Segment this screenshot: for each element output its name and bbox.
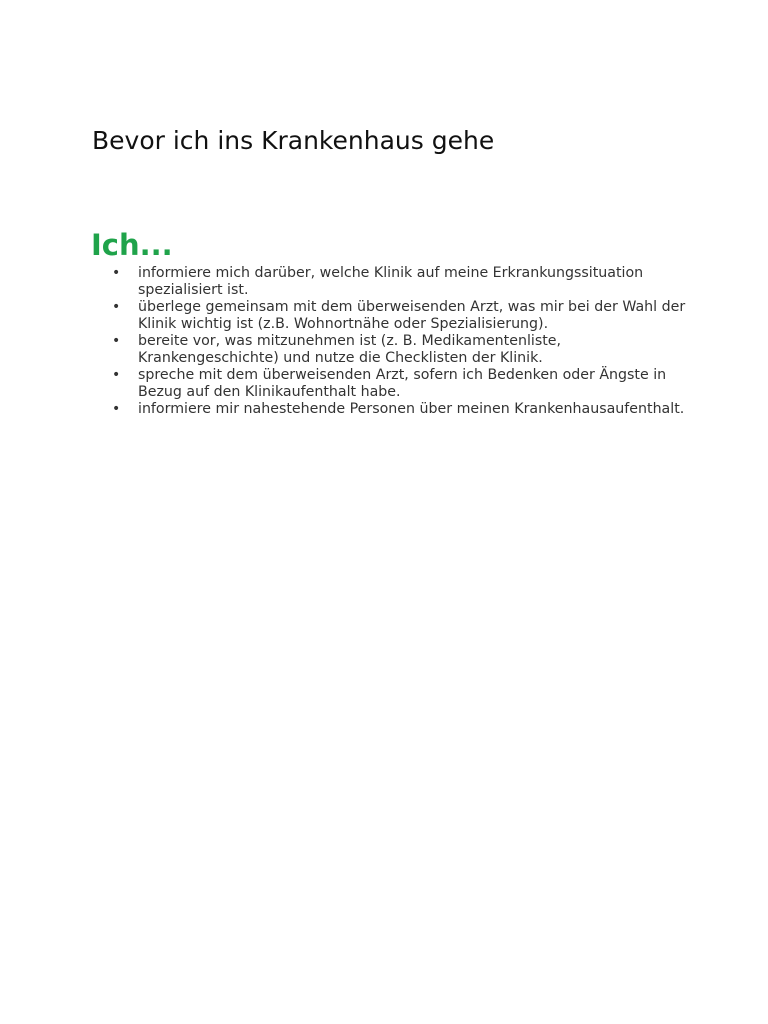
bullet-list: [110, 265, 700, 418]
list-item: [110, 401, 700, 418]
list-item: [110, 299, 700, 333]
list-item-text: informiere mich darüber, welche Klinik auf meine Erkrankungssituation spezialisiert ist.: [138, 265, 644, 298]
bullet-icon: •: [112, 299, 121, 315]
list-item: [110, 265, 700, 299]
bullet-icon: •: [112, 401, 121, 417]
bullet-icon: •: [112, 265, 121, 281]
list-item-text: überlege gemeinsam mit dem überweisenden Arzt, was mir bei der Wahl der Klinik wichtig ist (z.B. Wohnortnähe oder Spezialisierung).: [138, 299, 686, 332]
list-item: [110, 333, 700, 367]
bullet-icon: •: [112, 333, 121, 349]
list-item: [110, 367, 700, 401]
document-title: Bevor ich ins Krankenhaus gehe: [92, 126, 495, 155]
list-item-text: spreche mit dem überweisenden Arzt, sofern ich Bedenken oder Ängste in Bezug auf den Klinikaufenthalt habe.: [138, 367, 667, 400]
bullet-icon: •: [112, 367, 121, 383]
section-heading: Ich...: [91, 228, 173, 262]
list-item-text: informiere mir nahestehende Personen über meinen Krankenhausaufenthalt.: [138, 401, 685, 417]
list-item-text: bereite vor, was mitzunehmen ist (z. B. Medikamentenliste, Krankengeschichte) und nutze die Checklisten der Klinik.: [138, 333, 562, 366]
